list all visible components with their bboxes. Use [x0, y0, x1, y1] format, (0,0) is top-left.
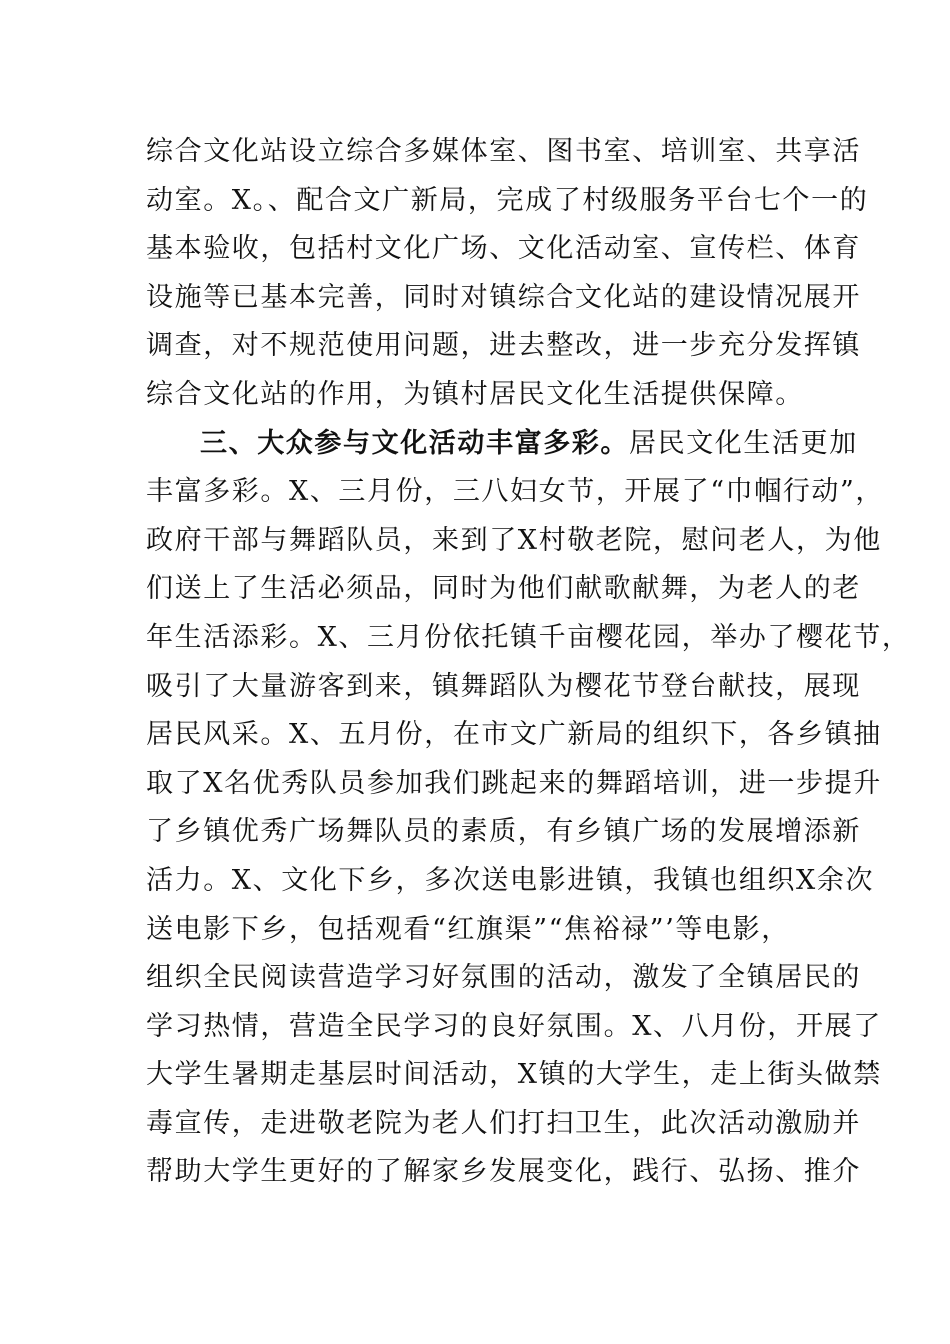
paragraph-line: 组织全民阅读营造学习好氛围的活动，激发了全镇居民的 [146, 962, 861, 994]
paragraph-line: 居民风采。X、五月份，在市文广新局的组织下，各乡镇抽 [146, 719, 882, 751]
paragraph-line: 活力。X、文化下乡，多次送电影进镇，我镇也组织X余次 [146, 864, 875, 896]
paragraph-line: 帮助大学生更好的了解家乡发展变化，践行、弘扬、推介 [146, 1156, 861, 1188]
paragraph-line: 送电影下乡，包括观看“红旗渠”“焦裕禄”’等电影， [146, 913, 790, 945]
paragraph-line: 动室。X。、配合文广新局，完成了村级服务平台七个一的 [146, 184, 869, 216]
paragraph-line: 设施等已基本完善，同时对镇综合文化站的建设情况展开 [146, 281, 861, 313]
paragraph-line: 综合文化站的作用，为镇村居民文化生活提供保障。 [146, 378, 804, 410]
paragraph-line: 丰富多彩。X、三月份，三八妇女节，开展了“巾帼行动”， [146, 476, 885, 508]
section-first-line-text: 居民文化生活更加 [629, 427, 858, 459]
paragraph-line: 学习热情，营造全民学习的良好氛围。X、八月份，开展了 [146, 1010, 882, 1042]
paragraph-line: 了乡镇优秀广场舞队员的素质，有乡镇广场的发展增添新 [146, 816, 861, 848]
paragraph-line: 取了X名优秀队员参加我们跳起来的舞蹈培训，进一步提升 [146, 767, 882, 799]
paragraph-line: 年生活添彩。X、三月份依托镇千亩樱花园，举办了樱花节， [146, 621, 911, 653]
paragraph-line: 综合文化站设立综合多媒体室、图书室、培训室、共享活 [146, 136, 861, 167]
body-text [146, 128, 911, 1197]
paragraph-line: 大学生暑期走基层时间活动，X镇的大学生，走上街头做禁 [146, 1059, 882, 1091]
paragraph-line: 调查，对不规范使用问题，进去整改，进一步充分发挥镇 [146, 330, 861, 362]
paragraph-line: 吸引了大量游客到来，镇舞蹈队为樱花节登台献技，展现 [146, 670, 861, 702]
paragraph-line: 们送上了生活必须品，同时为他们献歌献舞，为老人的老 [146, 573, 861, 605]
paragraph-line: 毒宣传，走进敬老院为老人们打扫卫生，此次活动激励并 [146, 1107, 861, 1139]
paragraph-line: 基本验收，包括村文化广场、文化活动室、宣传栏、体育 [146, 233, 861, 265]
section-heading: 三、大众参与文化活动丰富多彩。 [200, 427, 629, 459]
section-heading-line [146, 420, 858, 469]
paragraph-line: 政府干部与舞蹈队员，来到了X村敬老院，慰问老人，为他 [146, 524, 882, 556]
